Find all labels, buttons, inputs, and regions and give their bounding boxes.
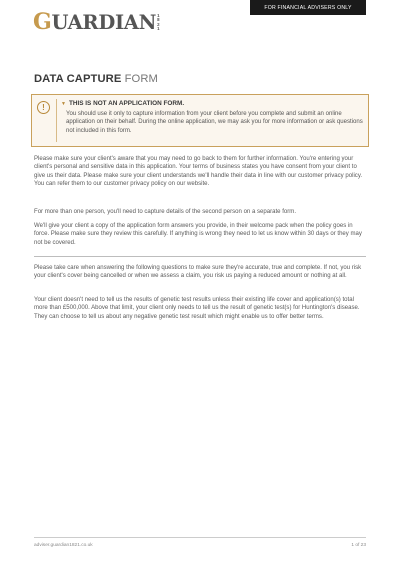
- notice-heading: [61, 100, 184, 107]
- caret-down-icon: ▼: [61, 100, 66, 107]
- logo-year-digit: 1: [157, 25, 160, 31]
- notice-heading-text: THIS IS NOT AN APPLICATION FORM.: [68, 100, 185, 107]
- title-suffix: FORM: [124, 73, 158, 85]
- notice-divider: [56, 99, 57, 142]
- logo-year-digit: 1: [157, 13, 160, 18]
- section-divider: [34, 256, 366, 257]
- welcome-pack-paragraph: We'll give your client a copy of the application form answers you provide, in their welcome pack when the policy goes in force. Please make sure they review this carefully. If anything is wrong they need to let us know within 30 days or they may not be covered.: [34, 223, 362, 246]
- logo-year-digit: 2: [157, 21, 160, 27]
- notice-box: [31, 94, 369, 147]
- logo-name: UARDIAN: [51, 11, 157, 34]
- accuracy-paragraph: Please take care when answering the following questions to make sure they're accurate, true and complete. If not, you risk your client's cover being cancelled or when we assess a claim, you risk us paying a reduced amount or nothing at all.: [34, 265, 362, 280]
- audience-tag: FOR FINANCIAL ADVISERS ONLY: [250, 0, 366, 15]
- logo-year-digit: 8: [157, 17, 160, 23]
- footer-website-link[interactable]: adviser.guardian1821.co.uk: [34, 543, 93, 548]
- footer-divider: [34, 537, 366, 538]
- guardian-logo: [33, 10, 160, 34]
- genetic-test-paragraph: Your client doesn't need to tell us the results of genetic test results unless their existing life cover and application(s) total more than £500,000. Above that limit, your client only needs to tell us the result of genetic test(s) for Huntington's disease. They can choose to tell us about any negative genetic test result which might enable us to offer better terms.: [34, 297, 360, 320]
- title-main: DATA CAPTURE: [34, 73, 122, 85]
- second-person-paragraph: For more than one person, you'll need to capture details of the second person on a separate form.: [34, 209, 297, 215]
- page-title: [34, 73, 158, 85]
- info-icon: !: [37, 101, 50, 114]
- intro-paragraph: Please make sure your client's aware that you may need to go back to them for further information. You're entering your client's personal and sensitive data in this application. Your terms of business states you have consent from your client to give us their data. Please make sure your client understands we'll handle their data in line with our customer privacy policy. You can refer them to our customer privacy policy on our website.: [34, 156, 363, 187]
- logo-year: [157, 14, 159, 31]
- logo-initial: G: [33, 9, 52, 35]
- logo-wordmark: [33, 10, 156, 35]
- page-number: 1 of 23: [351, 543, 366, 548]
- notice-body: You should use it only to capture information from your client before you complete and submit an online application on their behalf. During the online application, we may ask you for more information or ask questions not included in this form.: [66, 111, 363, 134]
